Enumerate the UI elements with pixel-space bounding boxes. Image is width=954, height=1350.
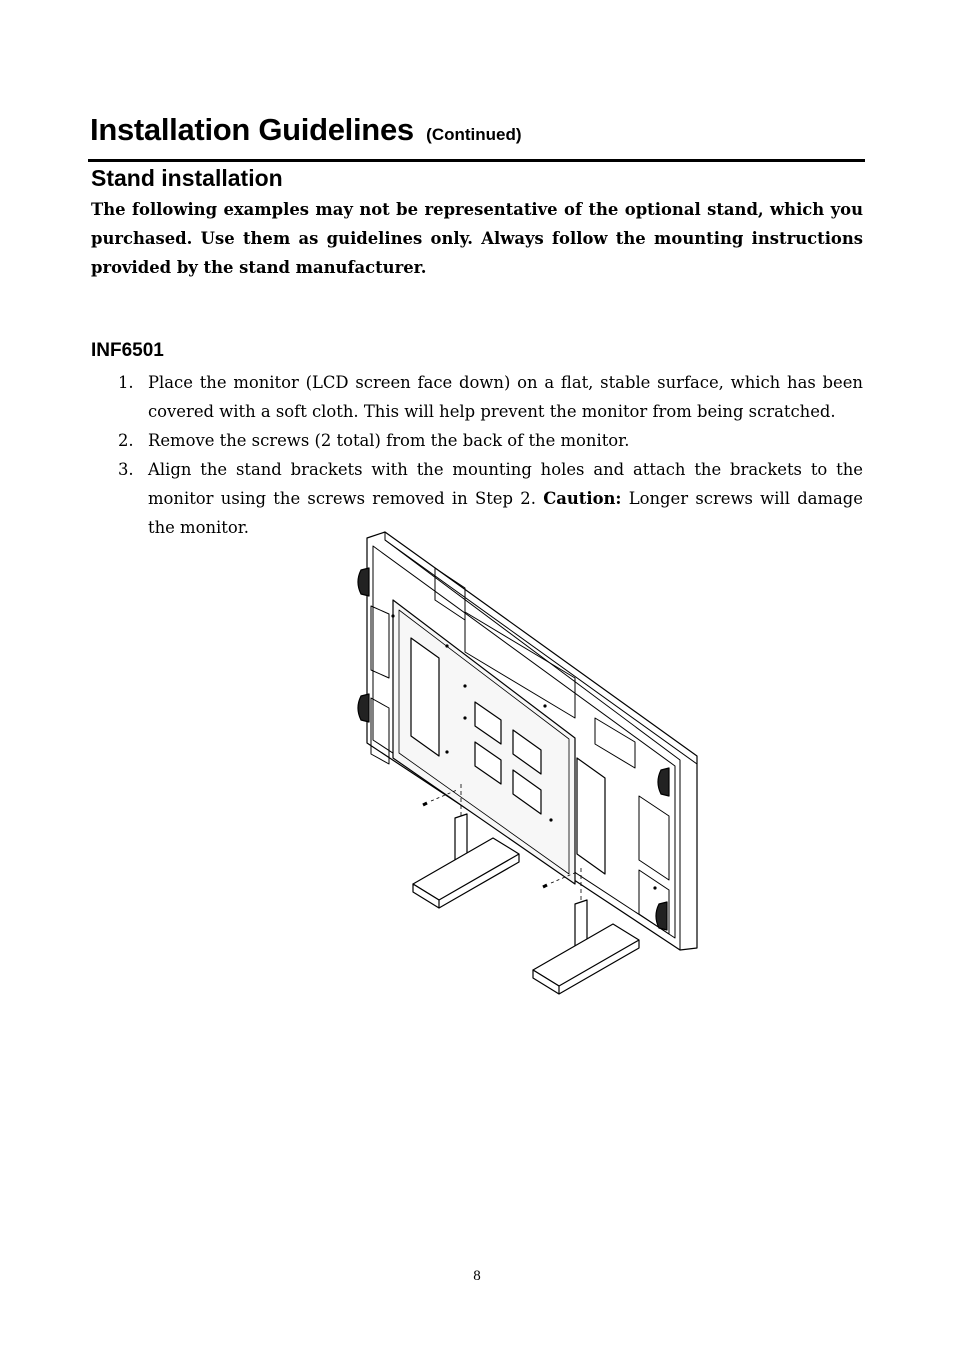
handle-left-bottom bbox=[358, 694, 369, 722]
handle-right-bottom bbox=[656, 902, 667, 930]
step-text: Place the monitor (LCD screen face down) on a flat, stable surface, which has been covered with a soft cloth. This will help prevent the monitor from being scratched. bbox=[148, 373, 863, 421]
page-number: 8 bbox=[473, 1268, 481, 1284]
step-text: Align the stand brackets with the mounting holes and attach the brackets to the monitor using the screws removed in Step 2. bbox=[148, 460, 863, 508]
title-main: Installation Guidelines bbox=[90, 112, 414, 147]
screw-left-icon bbox=[423, 803, 427, 805]
steps-list bbox=[118, 368, 863, 542]
step-number: 3. bbox=[118, 460, 134, 479]
stand-installation-illustration bbox=[355, 528, 700, 998]
page-title bbox=[90, 112, 522, 148]
caution-label: Caution: bbox=[543, 489, 622, 508]
step-item bbox=[118, 426, 863, 455]
screw-right-icon bbox=[543, 885, 547, 887]
step-number: 1. bbox=[118, 373, 134, 392]
left-vent-panel bbox=[411, 638, 439, 756]
caution-text: Longer screws will damage the monitor. bbox=[148, 489, 863, 537]
monitor-stand-drawing bbox=[355, 528, 700, 998]
title-continued: (Continued) bbox=[426, 125, 522, 144]
model-heading: INF6501 bbox=[91, 340, 164, 361]
handle-left-top bbox=[358, 568, 369, 596]
step-number: 2. bbox=[118, 431, 134, 450]
step-text: Remove the screws (2 total) from the back of the monitor. bbox=[148, 431, 630, 450]
title-rule bbox=[88, 159, 865, 162]
section-heading: Stand installation bbox=[91, 165, 283, 191]
right-vent-panel bbox=[577, 758, 605, 874]
step-item bbox=[118, 368, 863, 426]
handle-right-top bbox=[658, 768, 669, 796]
intro-paragraph: The following examples may not be representative of the optional stand, which you purchased. Use them as guidelines only. Always follow the mounting instructions provided by the stand manufacturer. bbox=[91, 200, 863, 277]
